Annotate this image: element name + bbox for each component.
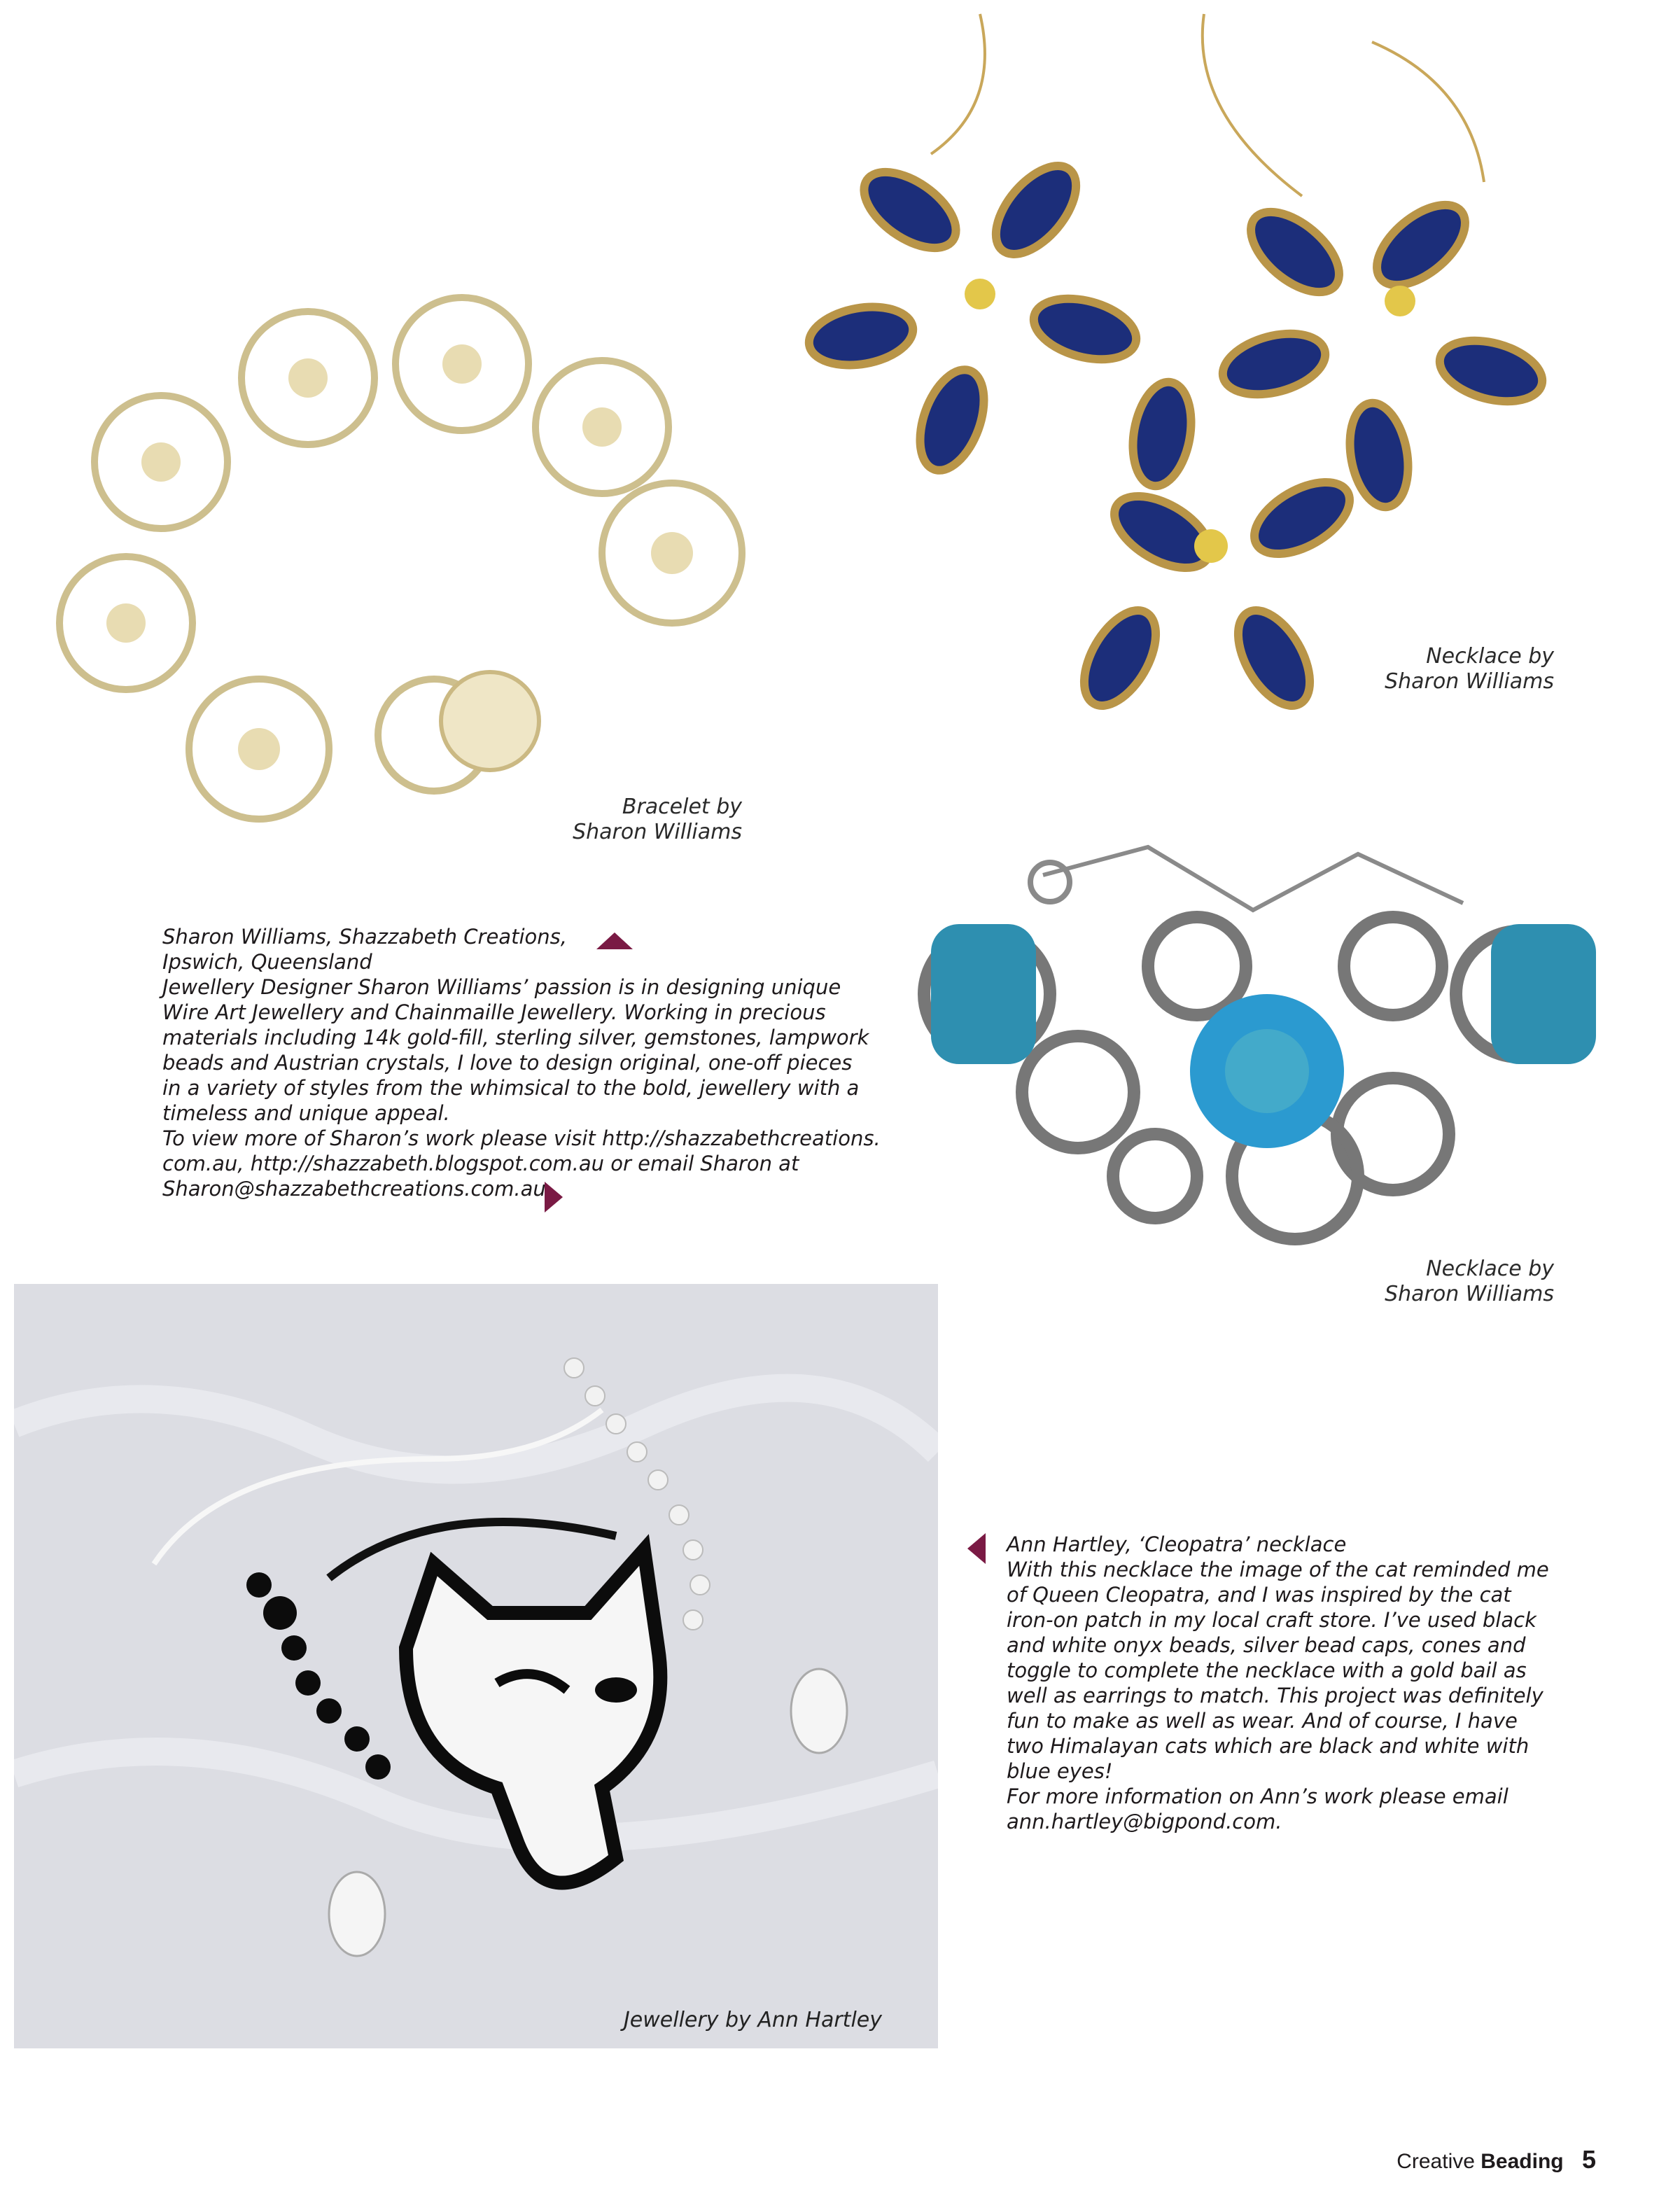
blue-necklace-photo <box>770 0 1610 742</box>
article-heading-line: Ann Hartley, ‘Cleopatra’ necklace <box>1007 1532 1347 1556</box>
article-body-line: two Himalayan cats which are black and white with <box>1007 1734 1530 1758</box>
article-body-line: materials including 14k gold-fill, sterling silver, gemstones, lampwork <box>162 1026 869 1049</box>
article-body-line: fun to make as well as wear. And of course, I have <box>1007 1709 1518 1733</box>
caption-line: Necklace by <box>1426 644 1554 669</box>
magazine-name-light: Creative <box>1396 2150 1475 2173</box>
caption-line: Sharon Williams <box>1385 669 1554 694</box>
article-body-line: and white onyx beads, silver bead caps, cones and <box>1007 1633 1526 1657</box>
bracelet-photo <box>42 287 784 868</box>
article-heading-line: Ipswich, Queensland <box>162 950 372 974</box>
triangle-up-marker <box>596 932 633 949</box>
page-number: 5 <box>1581 2145 1596 2174</box>
page-footer <box>1396 2145 1596 2174</box>
article-ann-hartley <box>1007 1532 1567 1834</box>
caption-line: Jewellery by Ann Hartley <box>623 2008 882 2032</box>
article-body-line: of Queen Cleopatra, and I was inspired by the cat <box>1007 1583 1511 1607</box>
cat-necklace-photo <box>14 1284 938 2048</box>
caption-bracelet <box>573 795 742 845</box>
article-body-line: For more information on Ann’s work please email <box>1007 1784 1508 1808</box>
article-body-line: To view more of Sharon’s work please visit http://shazzabethcreations. <box>162 1126 881 1150</box>
article-body-line: toggle to complete the necklace with a gold bail as <box>1007 1658 1527 1682</box>
caption-line: Necklace by <box>1426 1257 1554 1281</box>
article-body-line: blue eyes! <box>1007 1759 1113 1783</box>
caption-line: Sharon Williams <box>573 820 742 844</box>
magazine-name-bold: Beading <box>1480 2150 1564 2173</box>
article-body-line: com.au, http://shazzabeth.blogspot.com.au or email Sharon at <box>162 1152 799 1175</box>
caption-necklace-blue <box>1385 644 1554 694</box>
article-body-line: timeless and unique appeal. <box>162 1101 450 1125</box>
silver-necklace-photo <box>903 840 1610 1281</box>
article-body-line: well as earrings to match. This project was definitely <box>1007 1684 1544 1707</box>
caption-line: Sharon Williams <box>1385 1282 1554 1306</box>
article-heading-line: Sharon Williams, Shazzabeth Creations, <box>162 925 567 949</box>
article-sharon-williams <box>162 924 897 1201</box>
article-body-line: ann.hartley@bigpond.com. <box>1007 1810 1282 1833</box>
article-body-line: Jewellery Designer Sharon Williams’ passion is in designing unique <box>162 975 841 999</box>
caption-necklace-silver <box>1385 1257 1554 1307</box>
caption-jewellery-ann <box>624 2008 882 2033</box>
article-body-line: With this necklace the image of the cat reminded me <box>1007 1558 1549 1581</box>
caption-line: Bracelet by <box>622 795 742 819</box>
triangle-right-marker <box>545 1182 563 1213</box>
article-body-line: in a variety of styles from the whimsical to the bold, jewellery with a <box>162 1076 860 1100</box>
article-body-line: Wire Art Jewellery and Chainmaille Jewellery. Working in precious <box>162 1000 826 1024</box>
triangle-left-marker <box>967 1533 986 1564</box>
article-body-line: Sharon@shazzabethcreations.com.au <box>162 1177 546 1201</box>
article-body-line: beads and Austrian crystals, I love to design original, one-off pieces <box>162 1051 853 1075</box>
article-body-line: iron-on patch in my local craft store. I’ve used black <box>1007 1608 1536 1632</box>
